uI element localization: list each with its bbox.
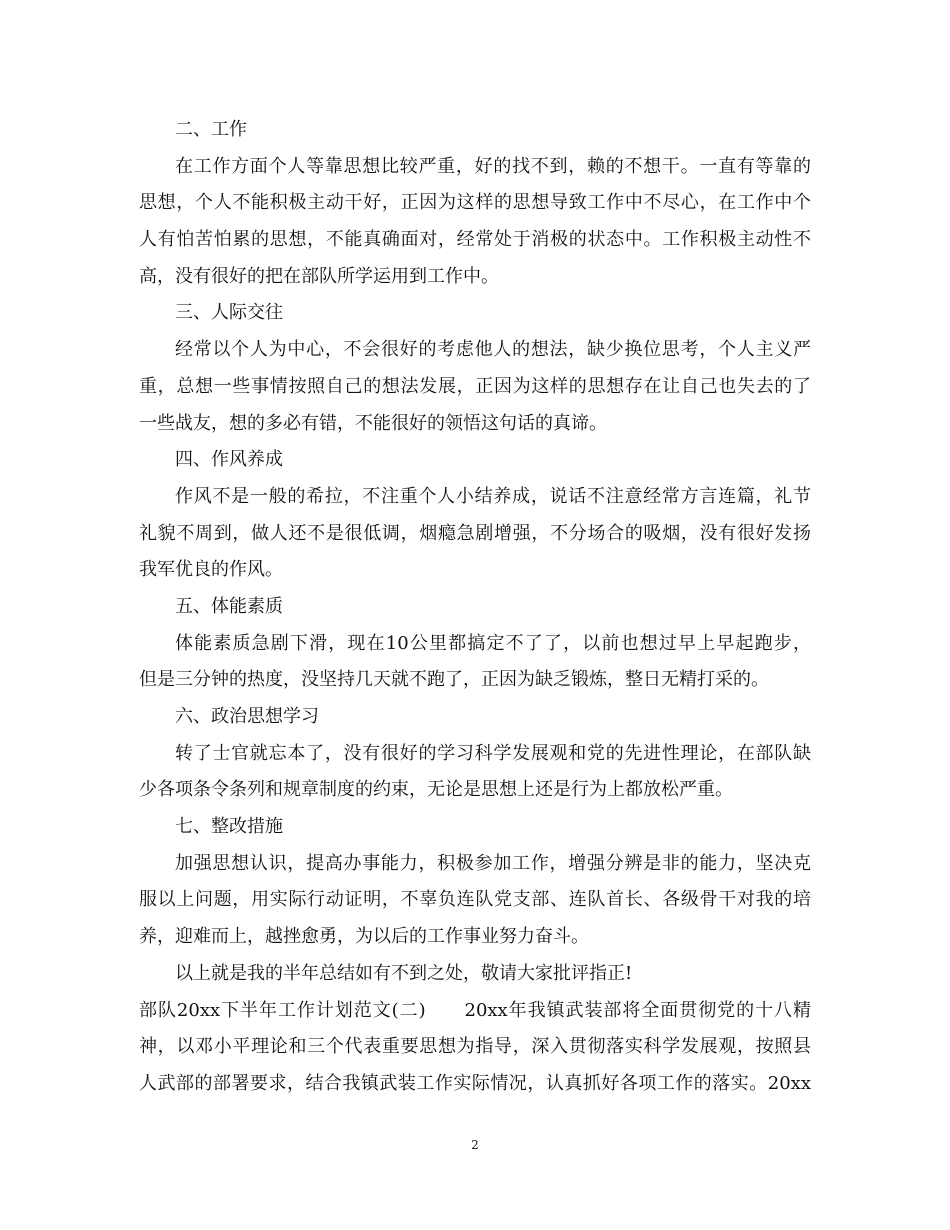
paragraph-line: 思想，个人不能积极主动干好，正因为这样的思想导致工作中不尽心，在工作中个: [139, 192, 811, 214]
section-political-study: [139, 699, 811, 809]
section-heading: 三、人际交往: [175, 302, 283, 324]
section-fitness: [139, 589, 811, 699]
section-heading: 二、工作: [175, 119, 247, 140]
closing-statement: 以上就是我的半年总结如有不到之处，敬请大家批评指正!: [175, 962, 633, 984]
article-title-line: 部队20xx下半年工作计划范文(二) 20xx年我镇武装部将全面贯彻党的十八精: [139, 999, 811, 1021]
section-work: [139, 112, 811, 295]
paragraph-line: 养，迎难而上，越挫愈勇，为以后的工作事业努力奋斗。: [139, 926, 589, 948]
section-heading: 七、整改措施: [175, 816, 283, 838]
paragraph-line: 礼貌不周到，做人还不是很低调，烟瘾急剧增强，不分场合的吸烟，没有很好发扬: [139, 522, 811, 544]
paragraph-line: 作风不是一般的希拉，不注重个人小结养成，说话不注意经常方言连篇，礼节: [175, 485, 811, 507]
section-corrective-measures: [139, 809, 811, 956]
document-body: [139, 112, 811, 1103]
paragraph-line: 服以上问题，用实际行动证明，不辜负连队党支部、连队首长、各级骨干对我的培: [139, 889, 811, 911]
paragraph-line: 经常以个人为中心，不会很好的考虑他人的想法，缺少换位思考，个人主义严: [175, 339, 811, 361]
paragraph-line: 体能素质急剧下滑，现在10公里都搞定不了了，以前也想过早上早起跑步，: [175, 632, 811, 654]
paragraph-line: 在工作方面个人等靠思想比较严重，好的找不到，赖的不想干。一直有等靠的: [175, 155, 811, 177]
section-conduct: [139, 442, 811, 589]
paragraph-line: 加强思想认识，提高办事能力，积极参加工作，增强分辨是非的能力，坚决克: [175, 852, 811, 874]
paragraph-line: 少各项条令条列和规章制度的约束，无论是思想上还是行为上都放松严重。: [139, 779, 733, 801]
paragraph-line: 人武部的部署要求，结合我镇武装工作实际情况，认真抓好各项工作的落实。20xx: [139, 1072, 811, 1094]
paragraph-line: 但是三分钟的热度，没坚持几天就不跑了，正因为缺乏锻炼，整日无精打采的。: [139, 669, 769, 691]
section-heading: 五、体能素质: [175, 595, 283, 617]
paragraph-line: 一些战友，想的多必有错，不能很好的领悟这句话的真谛。: [139, 412, 607, 434]
section-heading: 四、作风养成: [175, 449, 283, 471]
next-article: [139, 993, 811, 1103]
paragraph-line: 重，总想一些事情按照自己的想法发展，正因为这样的思想存在让自己也失去的了: [139, 375, 811, 397]
paragraph-line: 我军优良的作风。: [139, 559, 283, 581]
page-number: 2: [471, 1138, 479, 1152]
section-heading: 六、政治思想学习: [175, 706, 319, 727]
section-interpersonal: [139, 295, 811, 442]
paragraph-line: 转了士官就忘本了，没有很好的学习科学发展观和党的先进性理论，在部队缺: [175, 742, 811, 764]
paragraph-line: 神，以邓小平理论和三个代表重要思想为指导，深入贯彻落实科学发展观，按照县: [139, 1036, 811, 1058]
paragraph-line: 人有怕苦怕累的思想，不能真确面对，经常处于消极的状态中。工作积极主动性不: [139, 229, 811, 251]
paragraph-line: 高，没有很好的把在部队所学运用到工作中。: [139, 265, 499, 287]
